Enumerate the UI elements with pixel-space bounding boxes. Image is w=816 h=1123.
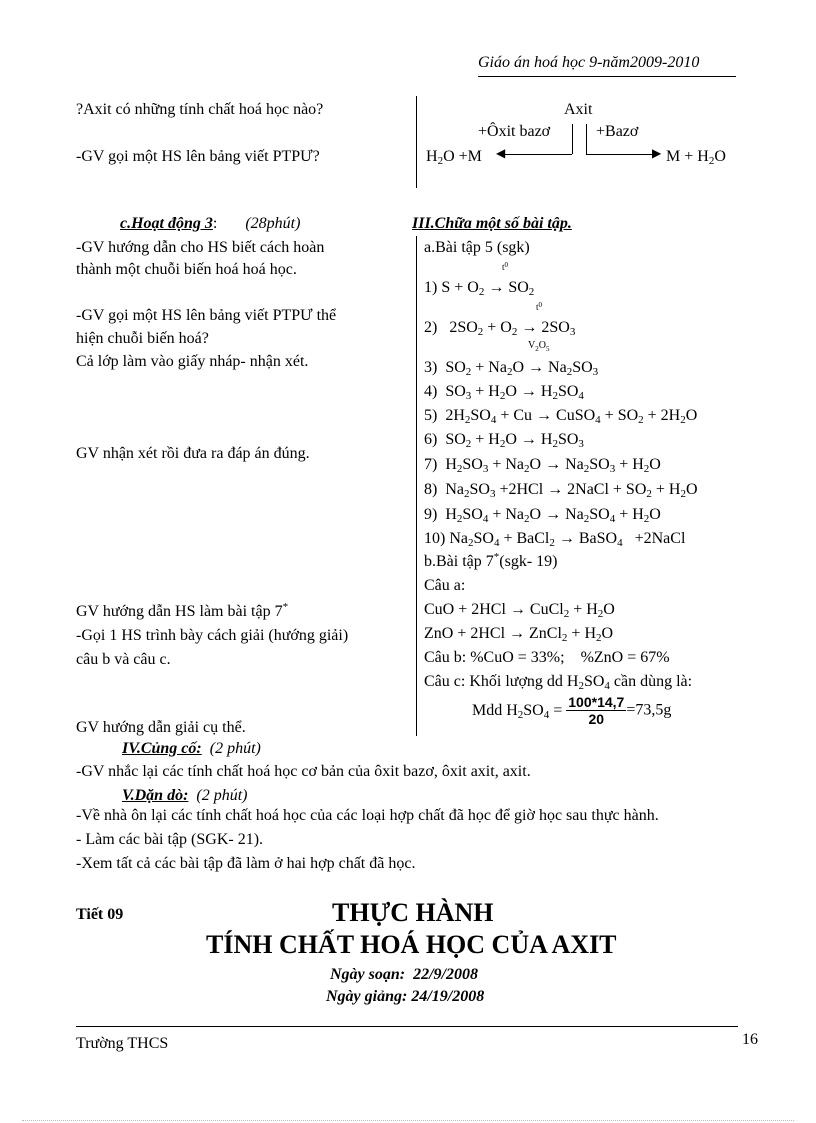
preparation-date: Ngày soạn: 22/9/2008: [330, 966, 478, 983]
diagram-stem-left: [572, 124, 573, 154]
exercise7-title: b.Bài tập 7*(sgk- 19): [424, 551, 558, 570]
teacher-note-8: -Gọi 1 HS trình bày cách giải (hướng giải): [76, 627, 349, 644]
diagram-stem-right: [586, 124, 587, 154]
column-divider-main: [416, 236, 417, 736]
consolidation-time: (2 phút): [209, 740, 261, 757]
equation-1: 1) $S + O_2 \to SO_2$: [424, 279, 535, 298]
mass-solution-formula: Mdd $H_2SO_4$ = $\frac{100*14,7}{20}$ =73,5g: [472, 694, 672, 727]
equation-6: 6) $SO_2 + H_2O \to H_2SO_3$: [424, 431, 584, 450]
consolidation-heading: [122, 739, 261, 759]
diagram-left-label: +Ôxit bazơ: [478, 123, 551, 140]
homework-line-1: -Về nhà ôn lại các tính chất hoá học của các loại hợp chất đã học để giờ học sau thực hành.: [76, 807, 659, 824]
teacher-note-10: GV hướng dẫn giải cụ thể.: [76, 719, 246, 736]
consolidation-title: IV.Củng cố:: [122, 740, 202, 757]
activity3-time: (28phút): [245, 215, 301, 232]
equation-7: 7) $H_2SO_3 + Na_2O \to Na_2SO_3 + H_2O$: [424, 456, 661, 475]
consolidation-text: -GV nhắc lại các tính chất hoá học cơ bản của ôxit bazơ, ôxit axit, axit.: [76, 763, 531, 780]
teacher-note-6: GV nhận xét rồi đưa ra đáp án đúng.: [76, 445, 310, 462]
temperature-mark-1: $t^0$: [502, 261, 509, 272]
page-header-title: Giáo án hoá học 9-năm2009-2010: [478, 54, 700, 71]
equation-2: 2) $2SO_2 + O_2 \to 2SO_3$: [424, 319, 576, 338]
homework-time: (2 phút): [196, 787, 248, 804]
equation-10: 10) $Na_2SO_4$ + BaCl$_2$ → BaSO$_4$ +2NaCl: [424, 530, 686, 549]
mass-fraction: [566, 694, 626, 727]
teacher-note-3: -GV gọi một HS lên bảng viết PTPƯ thể: [76, 307, 337, 324]
diagram-right-product: $M + H_2O$: [666, 148, 726, 167]
teacher-note-7: GV hướng dẫn HS làm bài tập 7*: [76, 601, 289, 620]
equation-4: 4) $SO_3 + H_2O \to H_2SO_4$: [424, 383, 584, 402]
equation-a1: CuO + 2HCl → CuCl$_2$ + $H_2O$: [424, 601, 615, 620]
homework-line-2: - Làm các bài tập (SGK- 21).: [76, 831, 264, 848]
question-acid-properties: ?Axit có những tính chất hoá học nào?: [76, 101, 324, 118]
catalyst-label: $V_2O_5$: [528, 340, 550, 353]
section3-heading: III.Chữa một số bài tập.: [412, 215, 572, 232]
lesson-title-line-1: THỰC HÀNH: [332, 898, 494, 927]
fraction-denominator: 20: [588, 711, 605, 727]
mass-result: =73,5g: [626, 701, 672, 719]
teaching-date: Ngày giảng: 24/19/2008: [326, 988, 485, 1005]
teacher-note-5: Cả lớp làm vào giấy nháp- nhận xét.: [76, 353, 309, 370]
temperature-mark-2: $t^0$: [536, 301, 543, 312]
homework-heading: [122, 786, 248, 806]
diagram-arrow-right-line: [586, 154, 656, 155]
exercise5-title: a.Bài tập 5 (sgk): [424, 239, 530, 256]
teacher-note-2: thành một chuỗi biến hoá hoá học.: [76, 261, 297, 278]
equation-3: 3) $SO_2 + Na_2O \to Na_2SO_3$: [424, 359, 599, 378]
diagram-arrow-right-head: ▶: [652, 146, 662, 160]
page-number: 16: [742, 1031, 758, 1048]
part-a-label: Câu a:: [424, 577, 466, 594]
header-rule: [478, 76, 736, 77]
equation-8: 8) $Na_2SO_3 +2HCl$ → 2NaCl + $SO_2 + H_2O$: [424, 481, 698, 500]
diagram-left-product: $H_2O +M$: [426, 148, 482, 167]
teacher-note-9: câu b và câu c.: [76, 651, 171, 668]
lesson-period: Tiết 09: [76, 906, 124, 923]
diagram-right-label: +Bazơ: [596, 123, 639, 140]
fraction-numerator: 100*14,7: [568, 694, 625, 710]
diagram-arrow-left-line: [502, 154, 572, 155]
footer-rule: [76, 1026, 738, 1027]
equation-5: 5) $2H_2SO_4 + Cu$ → CuSO$_4$ + $SO_2 + 2H_2O$: [424, 407, 698, 426]
question-write-equations: -GV gọi một HS lên bảng viết PTPƯ?: [76, 148, 320, 165]
diagram-acid: Axit: [564, 101, 593, 118]
activity3-colon: :: [212, 215, 218, 232]
part-c-question: Câu c: Khối lượng dd $H_2SO_4$ cần dùng là:: [424, 673, 693, 692]
part-b-answer: Câu b: %CuO = 33%; %ZnO = 67%: [424, 649, 670, 666]
page-bottom-border: [22, 1120, 794, 1121]
activity3-title: c.Hoạt động 3: [120, 215, 213, 232]
homework-title: V.Dặn dò:: [122, 787, 189, 804]
teacher-note-4: hiện chuỗi biến hoá?: [76, 330, 209, 347]
diagram-arrow-left-head: ◀: [496, 146, 506, 160]
equation-9: 9) $H_2SO_4 + Na_2O \to Na_2SO_4 + H_2O$: [424, 506, 661, 525]
footer-school: Trường THCS: [76, 1035, 169, 1052]
homework-line-3: -Xem tất cả các bài tập đã làm ở hai hợp chất đã học.: [76, 855, 416, 872]
activity3-heading: [120, 214, 300, 234]
lesson-title-line-2: TÍNH CHẤT HOÁ HỌC CỦA AXIT: [206, 930, 617, 959]
equation-a2: ZnO + 2HCl → ZnCl$_2$ + $H_2O$: [424, 625, 614, 644]
teacher-note-1: -GV hướng dẫn cho HS biết cách hoàn: [76, 239, 325, 256]
column-divider-top: [416, 96, 417, 188]
